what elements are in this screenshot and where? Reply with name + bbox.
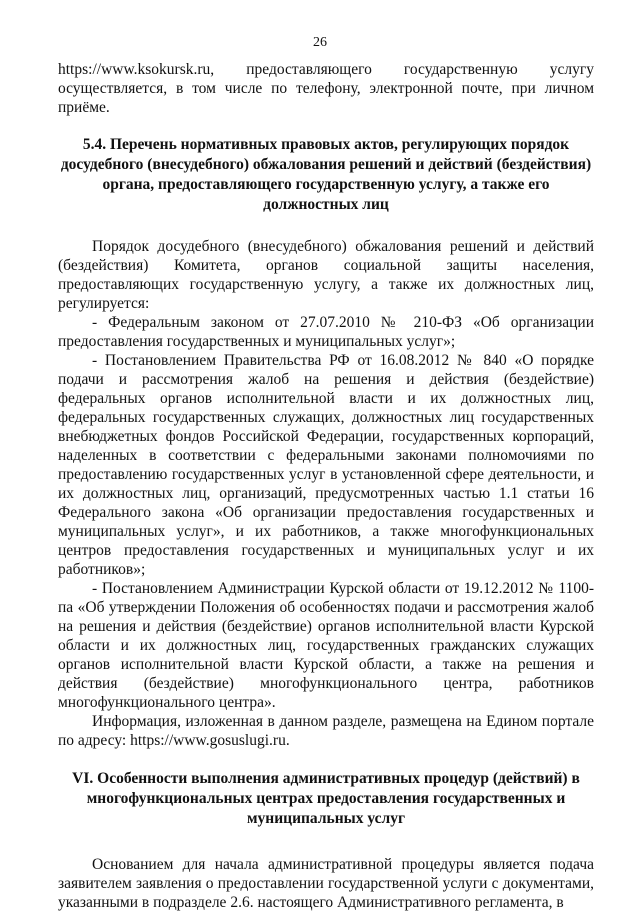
portal-info-paragraph: Информация, изложенная в данном разделе, размещена на Едином портале по адресу: https://www.gosuslugi.ru. xyxy=(58,713,594,749)
government-resolution-item: - Постановлением Правительства РФ от 16.08.2012 № 840 «О порядке подачи и рассмотрения жалоб на решения и действия (бездействие) федеральных органов исполнительной власти и их должностных лиц, федеральных государственных служащих, должностных лиц государственных внебюджетных фондов Российской Федерации, государственных корпораций, наделенных в соответствии с федеральными законами полномочиями по предоставлению государственных услуг в установленной сфере деятельности, и их должностных лиц, организаций, предусмотренных частью 1.1 статьи 16 Федерального закона «Об организации предоставления государственных и муниципальных услуг», и их работников, а также многофункциональных центров предоставления государственных и муниципальных услуг и их работников»; xyxy=(58,352,594,578)
section-6-paragraph: Основанием для начала административной процедуры является подача заявителем заявления о предоставлении государственной услуги с документами, указанными в подразделе 2.6. настоящего Административного регламента, в xyxy=(58,856,594,911)
regional-resolution-item: - Постановлением Администрации Курской области от 19.12.2012 № 1100-па «Об утверждении Положения об особенностях подачи и рассмотрения жалоб на решения и действия (бездействие) органов исполнительной власти Курской области и их должностных лиц, государственных гражданских служащих органов исполнительной власти Курской области, а также на решения и действия (бездействие) многофункционального центра, работников многофункционального центра». xyxy=(58,580,594,711)
section-6-heading: VI. Особенности выполнения административных процедур (действий) в многофункциональных центрах предоставления государственных и муниципальных услуг xyxy=(72,770,580,827)
page-number: 26 xyxy=(313,35,327,50)
intro-paragraph: https://www.ksokursk.ru, предоставляющего государственную услугу осуществляется, в том числе по телефону, электронной почте, при личном приёме. xyxy=(58,61,594,116)
federal-law-item: - Федеральным законом от 27.07.2010 № 210-ФЗ «Об организации предоставления государственных и муниципальных услуг»; xyxy=(58,314,594,350)
section-5-4-heading: 5.4. Перечень нормативных правовых актов, регулирующих порядок досудебного (внесудебного) обжалования решений и действий (бездействия) органа, предоставляющего государственную услугу, а также его должностных лиц xyxy=(60,136,592,213)
page-content xyxy=(58,60,594,912)
regulation-intro-paragraph: Порядок досудебного (внесудебного) обжалования решений и действий (бездействия) Комитета, органов социальной защиты населения, предоставляющих государственную услугу, а также их должностных лиц, регулируется: xyxy=(58,238,594,312)
